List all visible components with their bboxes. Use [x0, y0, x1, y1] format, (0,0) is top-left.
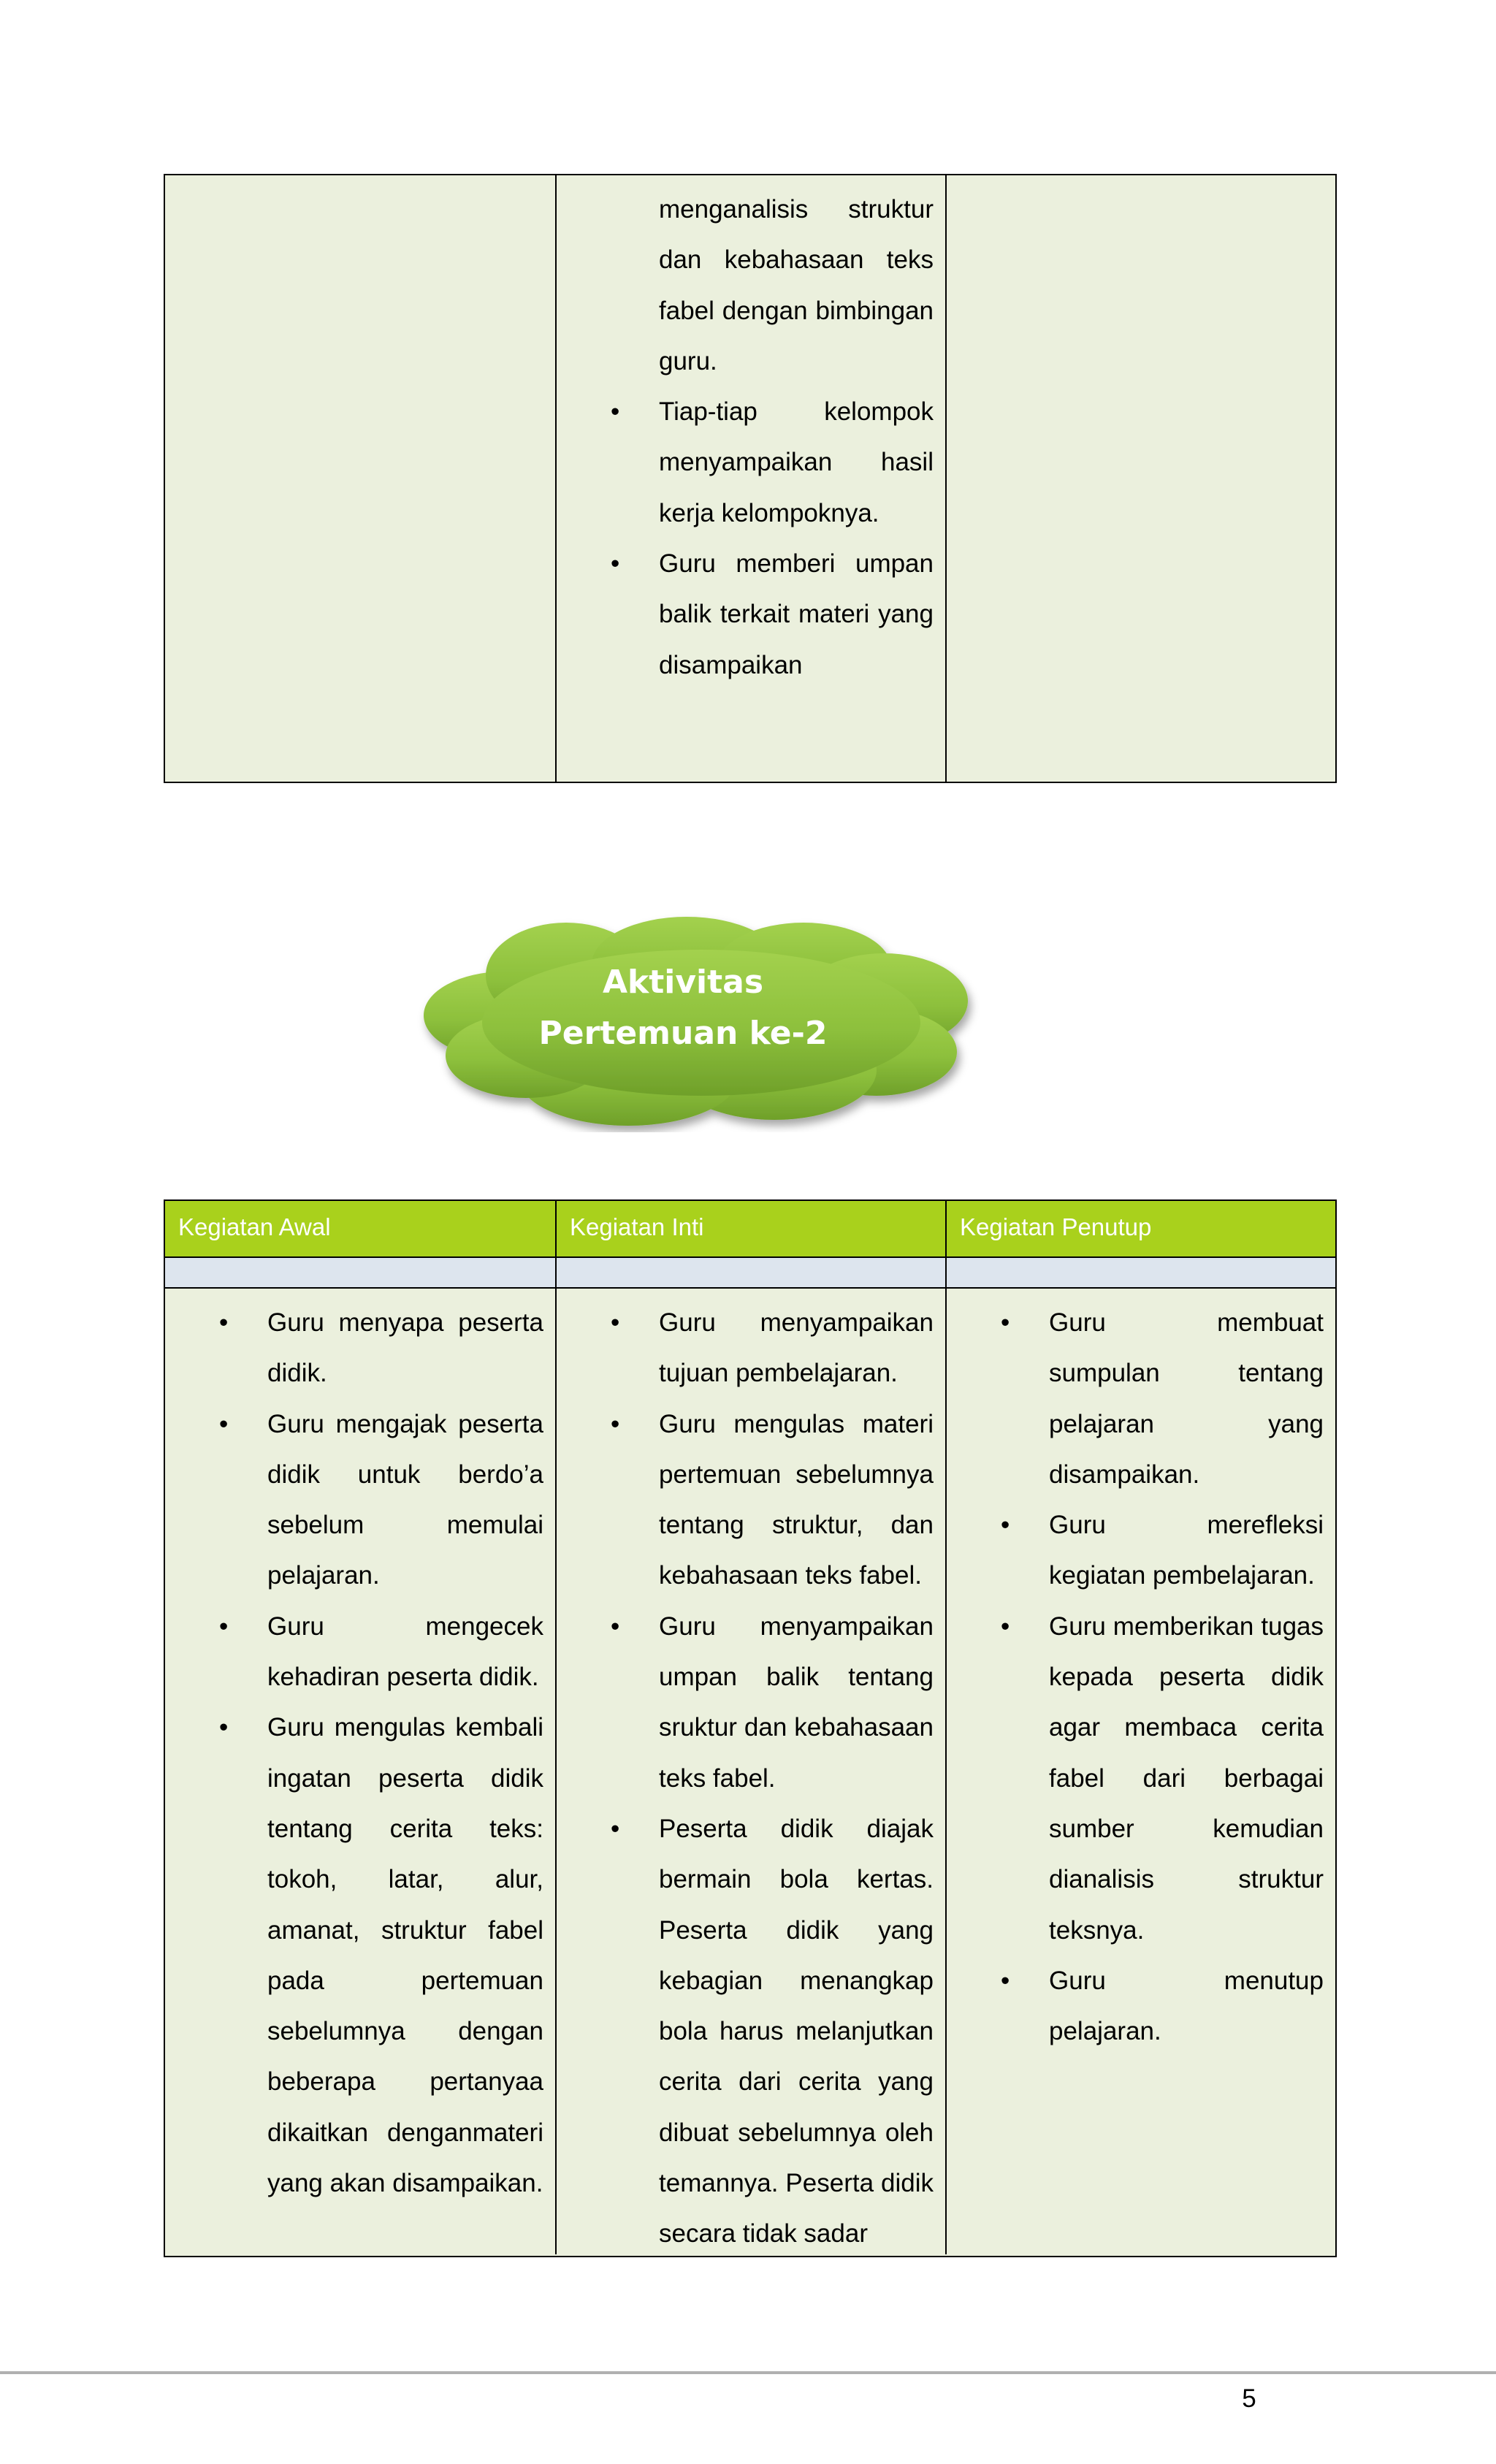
table-spacer-row — [165, 1258, 1335, 1289]
list-item: • Guru menyampaikan tujuan pembelajaran. — [557, 1297, 945, 1399]
list-item: • Guru membuat sumpulan tentang pelajaran yang disampaikan. — [947, 1297, 1335, 1500]
list-item: • Guru merefleksi kegiatan pembelajaran. — [947, 1500, 1335, 1601]
top-table-left-cell — [165, 175, 555, 782]
top-table-middle-cell — [555, 175, 945, 782]
kegiatan-inti-list — [557, 1297, 945, 2259]
cloud-title — [409, 957, 957, 1059]
list-item: • Guru menyapa peserta didik. — [165, 1297, 555, 1399]
table-body-row — [165, 1289, 1335, 2254]
cloud-title-line2: Pertemuan ke-2 — [538, 1015, 828, 1052]
kegiatan-inti-cell — [555, 1289, 945, 2254]
list-item: • Guru mengecek kehadiran peserta didik. — [165, 1601, 555, 1703]
kegiatan-awal-list — [165, 1297, 555, 2208]
top-table-right-cell — [945, 175, 1335, 782]
kegiatan-penutup-list — [947, 1297, 1335, 2056]
cloud-title-line1: Aktivitas — [602, 964, 764, 1001]
continuation-text: menganalisis struktur dan kebahasaan teks fabel dengan bimbingan guru. — [659, 195, 934, 375]
list-item: • Guru menyampaikan umpan balik tentang sruktur dan kebahasaan teks fabel. — [557, 1601, 945, 1804]
top-middle-list — [557, 386, 945, 690]
header-kegiatan-awal: Kegiatan Awal — [178, 1213, 331, 1240]
list-item: • Peserta didik diajak bermain bola kertas. Peserta didik yang kebagian menangkap bola harus melanjutkan cerita dari cerita yang dibuat sebelumnya oleh temannya. Peserta didik secara tidak sadar — [557, 1804, 945, 2259]
kegiatan-penutup-cell — [945, 1289, 1335, 2254]
spacer-cell — [945, 1258, 1335, 1287]
list-item: • Guru mengulas materi pertemuan sebelumnya tentang struktur, dan kebahasaan teks fabel. — [557, 1399, 945, 1601]
table-header-row — [165, 1201, 1335, 1258]
list-item: • Guru memberikan tugas kepada peserta didik agar membaca cerita fabel dari berbagai sumber kemudian dianalisis struktur teksnya. — [947, 1601, 1335, 1956]
header-kegiatan-penutup: Kegiatan Penutup — [945, 1201, 1335, 1256]
spacer-cell — [165, 1258, 555, 1287]
list-item: • Guru menutup pelajaran. — [947, 1956, 1335, 2057]
kegiatan-awal-cell — [165, 1289, 555, 2254]
activity-table — [164, 1199, 1337, 2257]
list-item: • Guru mengajak peserta didik untuk berdo’a sebelum memulai pelajaran. — [165, 1399, 555, 1601]
spacer-cell — [555, 1258, 945, 1287]
header-kegiatan-inti: Kegiatan Inti — [555, 1201, 945, 1256]
list-item: • Guru memberi umpan balik terkait materi yang disampaikan — [557, 538, 945, 690]
list-item: • Tiap-tiap kelompok menyampaikan hasil kerja kelompoknya. — [557, 386, 945, 538]
top-table — [164, 174, 1337, 783]
top-table-row — [165, 175, 1335, 782]
footer-divider — [0, 2371, 1496, 2374]
list-item: • Guru mengulas kembali ingatan peserta didik tentang cerita teks: tokoh, latar, alur, amanat, struktur fabel pada pertemuan sebelumnya dengan beberapa pertanyaa dikaitkan denganmateri yang akan disampaikan. — [165, 1702, 555, 2208]
page-number: 5 — [1242, 2384, 1256, 2413]
